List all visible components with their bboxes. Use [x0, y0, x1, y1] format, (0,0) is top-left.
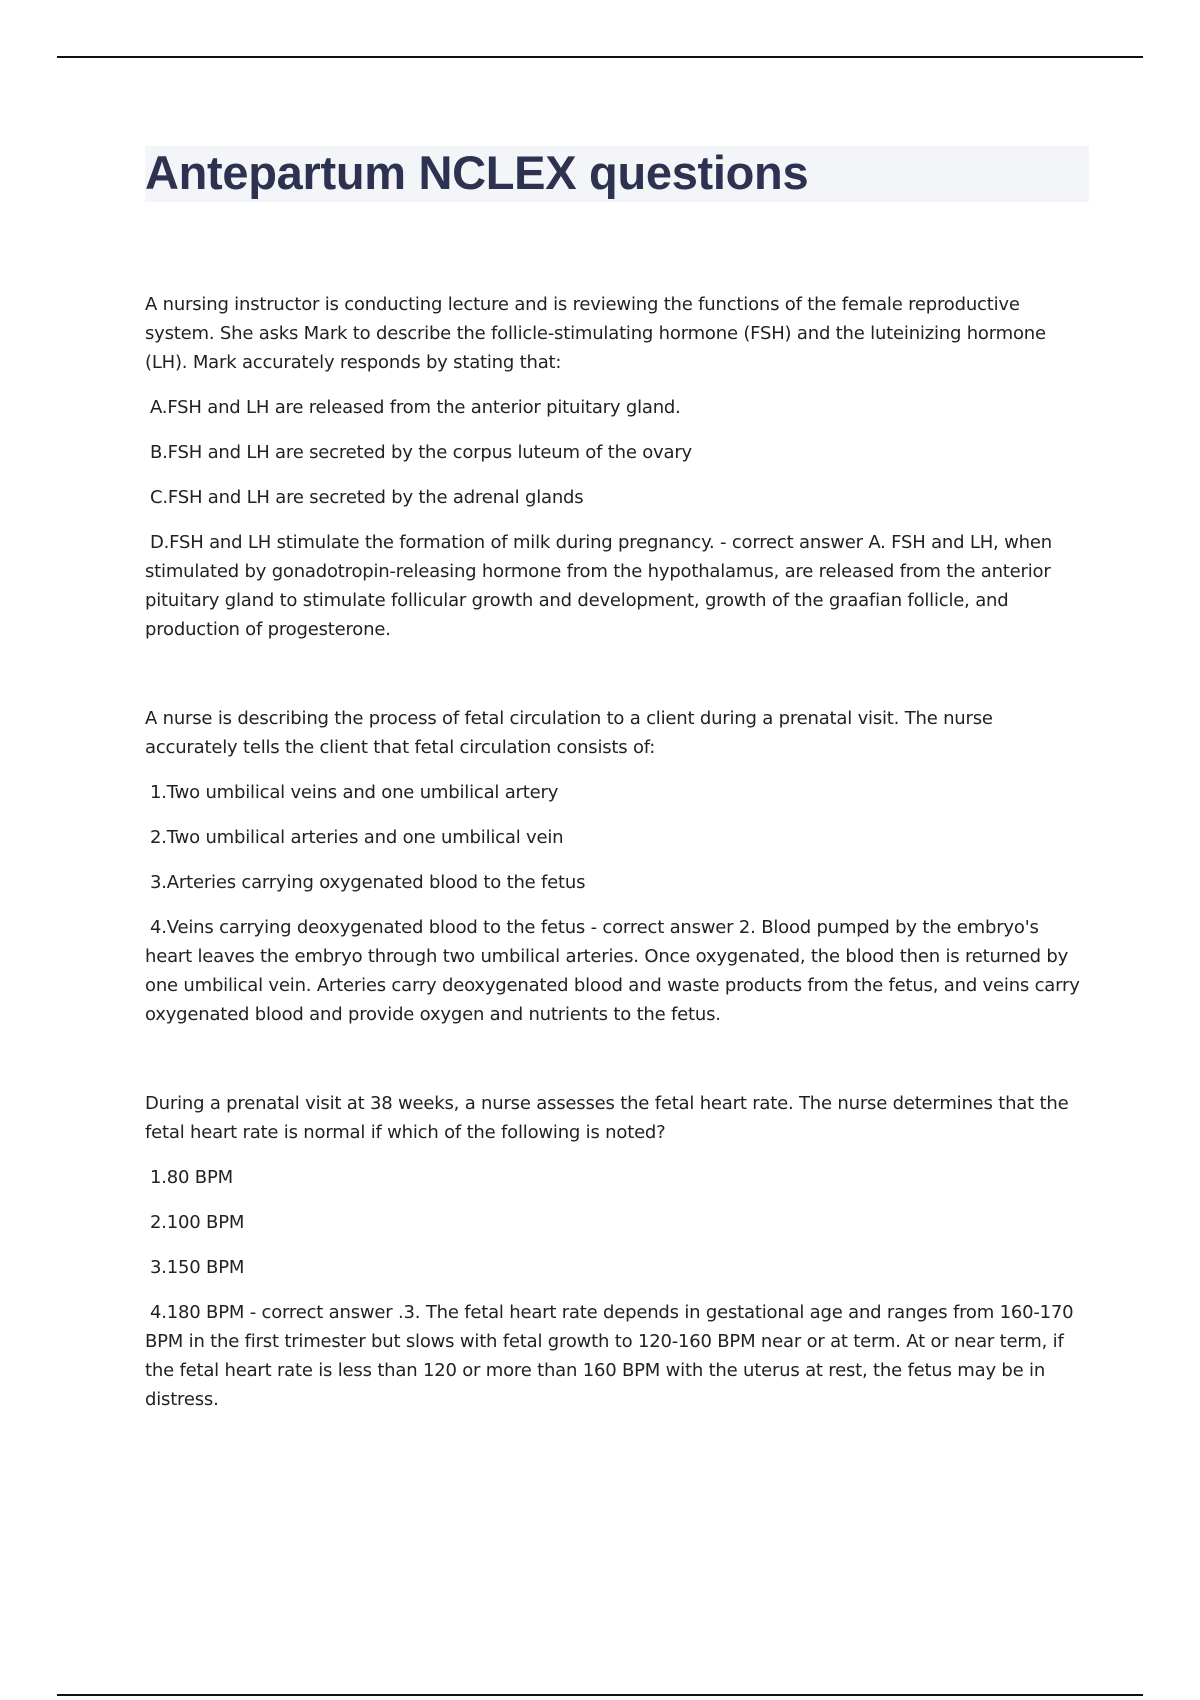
document-body [145, 290, 1090, 1474]
answer-option: 3.Arteries carrying oxygenated blood to the fetus [150, 872, 586, 893]
answer-option: 3.150 BPM [150, 1257, 245, 1278]
answer-option: C.FSH and LH are secreted by the adrenal glands [150, 487, 584, 508]
answer-option-with-rationale: 4.180 BPM - correct answer .3. The fetal heart rate depends in gestational age and ranges from 160-170 BPM in the first trimester but slows with fetal growth to 120-160 BPM near or at term. At or near term, if the fetal heart rate is less than 120 or more than 160 BPM with the uterus at rest, the fetus may be in distress. [145, 1302, 1074, 1410]
answer-option: A.FSH and LH are released from the anterior pituitary gland. [150, 397, 681, 418]
answer-option-with-rationale: 4.Veins carrying deoxygenated blood to the fetus - correct answer 2. Blood pumped by the embryo's heart leaves the embryo through two umbilical arteries. Once oxygenated, the blood then is returned by one umbilical vein. Arteries carry deoxygenated blood and waste products from the fetus, and veins carry oxygenated blood and provide oxygen and nutrients to the fetus. [145, 917, 1080, 1025]
answer-option-with-rationale: D.FSH and LH stimulate the formation of milk during pregnancy. - correct answer A. FSH and LH, when stimulated by gonadotropin-releasing hormone from the hypothalamus, are released from the anterior pituitary gland to stimulate follicular growth and development, growth of the graafian follicle, and production of progesterone. [145, 532, 1052, 640]
question-stem: A nursing instructor is conducting lecture and is reviewing the functions of the female reproductive system. She asks Mark to describe the follicle-stimulating hormone (FSH) and the luteinizing hormone (LH). Mark accurately responds by stating that: [145, 294, 1046, 373]
bottom-rule [57, 1694, 1143, 1696]
answer-option: B.FSH and LH are secreted by the corpus luteum of the ovary [150, 442, 692, 463]
answer-option: 1.Two umbilical veins and one umbilical artery [150, 782, 559, 803]
top-rule [57, 56, 1143, 58]
page-title: Antepartum NCLEX questions [145, 146, 809, 199]
answer-option: 2.100 BPM [150, 1212, 245, 1233]
question-block [145, 1089, 1090, 1414]
answer-option: 2.Two umbilical arteries and one umbilical vein [150, 827, 564, 848]
question-stem: A nurse is describing the process of fetal circulation to a client during a prenatal visit. The nurse accurately tells the client that fetal circulation consists of: [145, 708, 993, 758]
answer-option: 1.80 BPM [150, 1167, 233, 1188]
question-block [145, 290, 1090, 644]
question-block [145, 704, 1090, 1029]
question-stem: During a prenatal visit at 38 weeks, a nurse assesses the fetal heart rate. The nurse determines that the fetal heart rate is normal if which of the following is noted? [145, 1093, 1069, 1143]
